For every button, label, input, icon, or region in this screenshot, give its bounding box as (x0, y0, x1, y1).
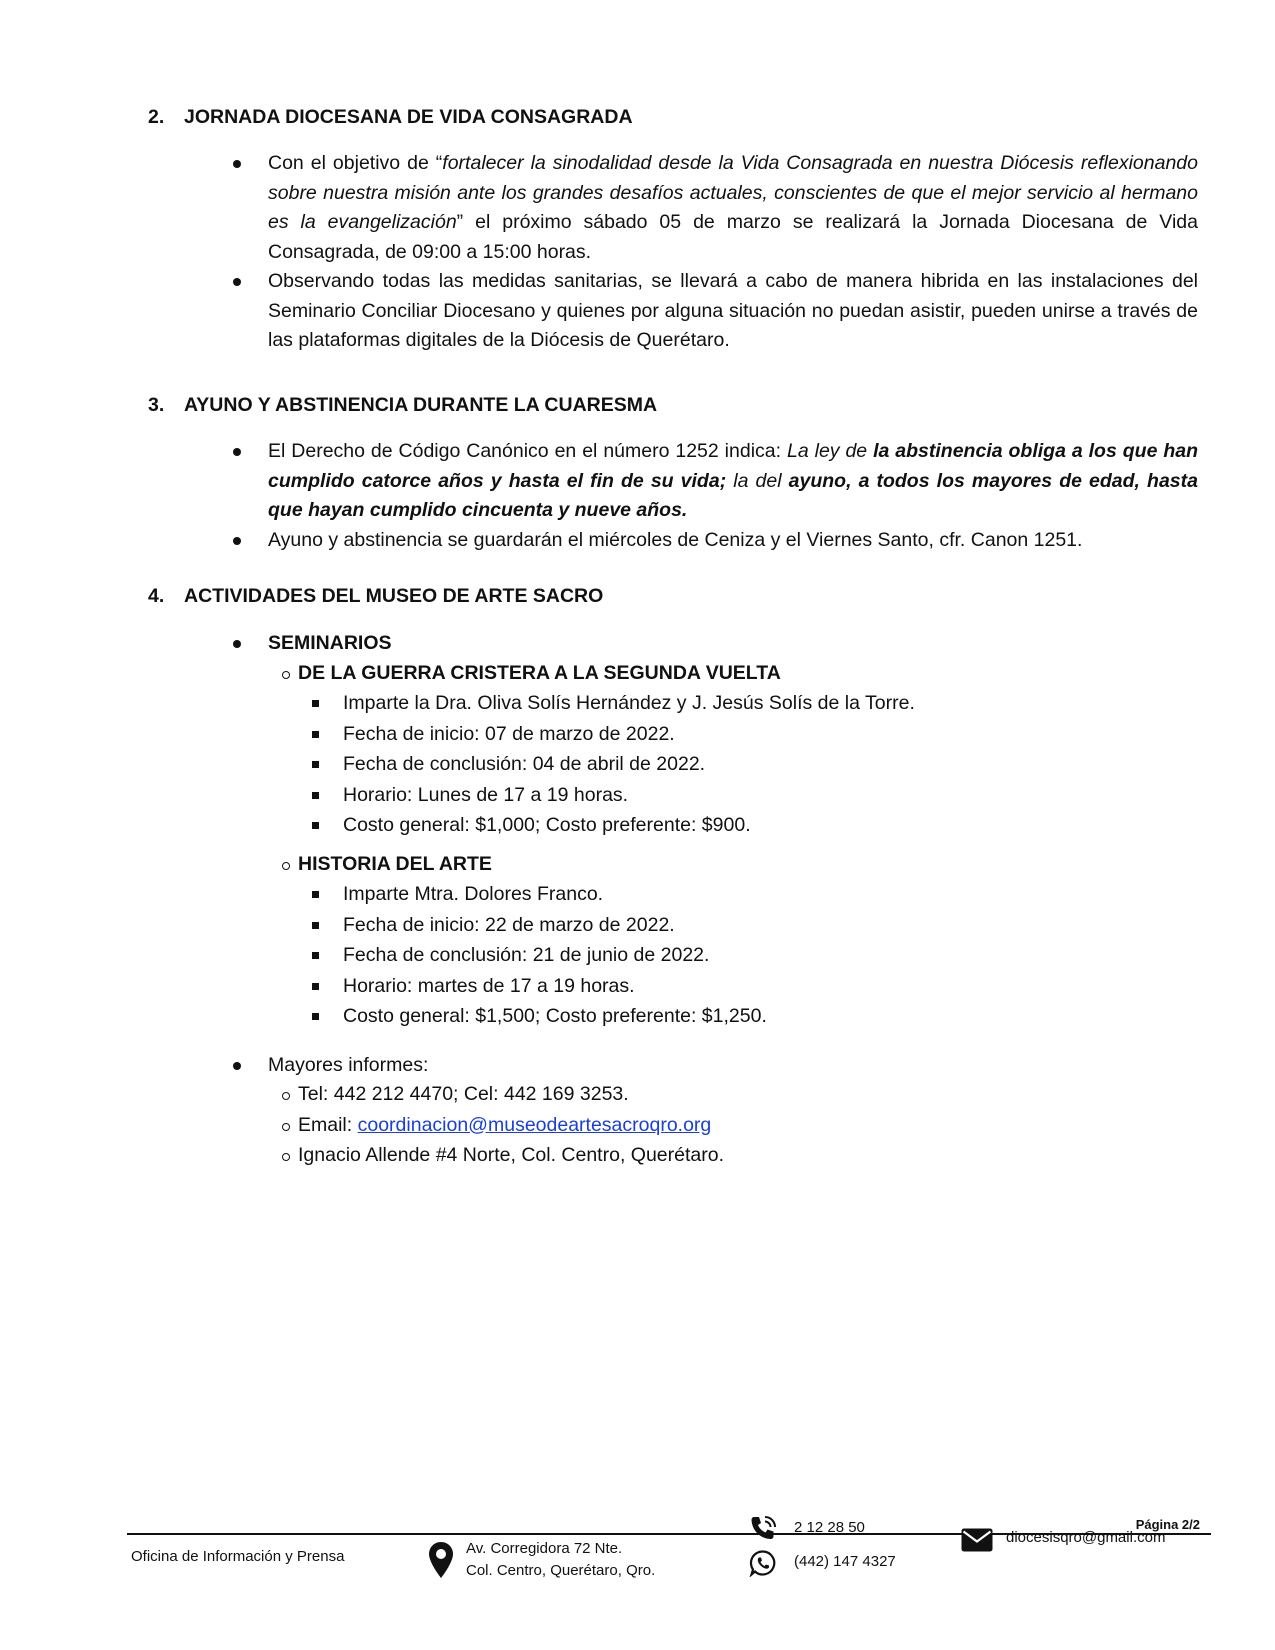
seminar-title (268, 659, 1198, 690)
square-bullet-icon (312, 983, 319, 990)
section-title: ACTIVIDADES DEL MUSEO DE ARTE SACRO (184, 585, 604, 607)
detail-item (268, 880, 1198, 911)
detail-text: Costo general: $1,000; Costo preferente: $900. (343, 814, 751, 836)
list-item (268, 437, 1198, 526)
square-bullet-icon (312, 1013, 319, 1020)
bullet-icon (233, 160, 241, 168)
envelope-icon (961, 1528, 993, 1552)
footer-address-line-2: Col. Centro, Querétaro, Qro. (466, 1562, 656, 1579)
detail-item (268, 781, 1198, 812)
detail-text: Imparte la Dra. Oliva Solís Hernández y J. Jesús Solís de la Torre. (343, 692, 915, 714)
section-3-heading (148, 391, 657, 421)
section-number: 4. (148, 585, 165, 607)
bullet-icon (233, 1062, 241, 1070)
seminar-name: DE LA GUERRA CRISTERA A LA SEGUNDA VUELTA (298, 661, 781, 684)
footer-address-line-1: Av. Corregidora 72 Nte. (466, 1540, 623, 1557)
contact-item (268, 1080, 1198, 1111)
detail-text: Horario: Lunes de 17 a 19 horas. (343, 783, 629, 806)
detail-text: Fecha de inicio: 07 de marzo de 2022. (343, 722, 675, 745)
paragraph: Observando todas las medidas sanitarias, se llevará a cabo de manera hibrida en las instalaciones del Seminario Conciliar Diocesano y quienes por alguna situación no puedan asistir, pueden unirse a través de las plataformas digitales de la Diócesis de Querétaro. (268, 270, 1198, 351)
seminar-details (268, 880, 1198, 1033)
list-item (268, 629, 1198, 659)
seminar-title (268, 850, 1198, 881)
square-bullet-icon (312, 891, 319, 898)
footer-office: Oficina de Información y Prensa (131, 1548, 345, 1565)
paragraph (268, 437, 1198, 526)
section-number: 3. (148, 394, 165, 416)
phone-icon (749, 1515, 777, 1541)
detail-text: Fecha de inicio: 22 de marzo de 2022. (343, 913, 675, 936)
detail-item (268, 720, 1198, 751)
email-link[interactable]: coordinacion@museodeartesacroqro.org (357, 1113, 712, 1136)
circle-bullet-icon (282, 1153, 290, 1161)
whatsapp-icon (749, 1549, 777, 1577)
email-label: Email: (298, 1113, 358, 1136)
text: Con el objetivo de “ (268, 152, 443, 174)
section-3-bullets (268, 437, 1198, 555)
square-bullet-icon (312, 822, 319, 829)
section-number: 2. (148, 106, 165, 128)
section-4-content (268, 629, 1198, 1172)
circle-bullet-icon (282, 671, 290, 679)
detail-item (268, 911, 1198, 942)
bold-italic-text: la abstinencia obliga a los que han cumplido catorce años y hasta el fin de su vida; (268, 440, 1199, 492)
text: ” el próximo sábado 05 de marzo se realizará la Jornada Diocesana de Vida Consagrada, de 09:00 a 15:00 horas. (268, 211, 1198, 263)
square-bullet-icon (312, 792, 319, 799)
footer-whatsapp: (442) 147 4327 (794, 1553, 896, 1570)
contact-item (268, 1111, 1198, 1142)
section-2-heading (148, 103, 633, 133)
detail-item (268, 811, 1198, 842)
contact-address: Ignacio Allende #4 Norte, Col. Centro, Querétaro. (298, 1144, 724, 1166)
detail-text: Horario: martes de 17 a 19 horas. (343, 974, 635, 997)
footer-email: diocesisqro@gmail.com (1006, 1529, 1166, 1546)
seminarios-heading: SEMINARIOS (268, 632, 392, 654)
page-number: Página 2/2 (1135, 1517, 1200, 1532)
footer-phone: 2 12 28 50 (794, 1519, 865, 1536)
square-bullet-icon (312, 952, 319, 959)
bold-italic-text: ayuno, a todos los mayores de edad, hasta que hayan cumplido cincuenta y nueve años. (268, 469, 1198, 521)
detail-item (268, 972, 1198, 1003)
detail-item (268, 1002, 1198, 1033)
detail-text: Fecha de conclusión: 21 de junio de 2022. (343, 944, 710, 966)
seminar-details (268, 689, 1198, 842)
circle-bullet-icon (282, 862, 290, 870)
list-item (268, 1051, 1198, 1081)
contact-phone: Tel: 442 212 4470; Cel: 442 169 3253. (298, 1083, 629, 1105)
location-pin-icon (428, 1541, 454, 1579)
bullet-icon (233, 640, 241, 648)
informes-label: Mayores informes: (268, 1053, 429, 1076)
list-item (268, 267, 1198, 356)
paragraph: Ayuno y abstinencia se guardarán el miércoles de Ceniza y el Viernes Santo, cfr. Canon 1251. (268, 528, 1083, 551)
detail-item (268, 941, 1198, 972)
square-bullet-icon (312, 700, 319, 707)
italic-text: La ley de (786, 440, 874, 462)
detail-text: Costo general: $1,500; Costo preferente: $1,250. (343, 1005, 767, 1027)
bullet-icon (233, 278, 241, 286)
detail-item (268, 689, 1198, 720)
italic-quote: fortalecer la sinodalidad desde la Vida Consagrada en nuestra Diócesis reflexionando sobre nuestra misión ante los grandes desafíos actuales, conscientes de que el mejor servicio al hermano es la evangelización (268, 152, 1198, 233)
section-4-heading (148, 582, 603, 612)
contact-item (268, 1141, 1198, 1172)
square-bullet-icon (312, 922, 319, 929)
square-bullet-icon (312, 761, 319, 768)
square-bullet-icon (312, 731, 319, 738)
list-item (268, 149, 1198, 267)
text: El Derecho de Código Canónico en el número 1252 indica: (268, 440, 787, 462)
section-title: JORNADA DIOCESANA DE VIDA CONSAGRADA (184, 106, 633, 128)
bullet-icon (233, 537, 241, 545)
section-title: AYUNO Y ABSTINENCIA DURANTE LA CUARESMA (184, 394, 658, 416)
list-item (268, 526, 1198, 556)
circle-bullet-icon (282, 1092, 290, 1100)
detail-item (268, 750, 1198, 781)
italic-text: la del (726, 469, 789, 492)
section-2-bullets (268, 149, 1198, 356)
circle-bullet-icon (282, 1123, 290, 1131)
seminar-name: HISTORIA DEL ARTE (298, 852, 492, 875)
paragraph (268, 149, 1198, 267)
detail-text: Imparte Mtra. Dolores Franco. (343, 883, 604, 905)
detail-text: Fecha de conclusión: 04 de abril de 2022. (343, 753, 706, 775)
bullet-icon (233, 448, 241, 456)
